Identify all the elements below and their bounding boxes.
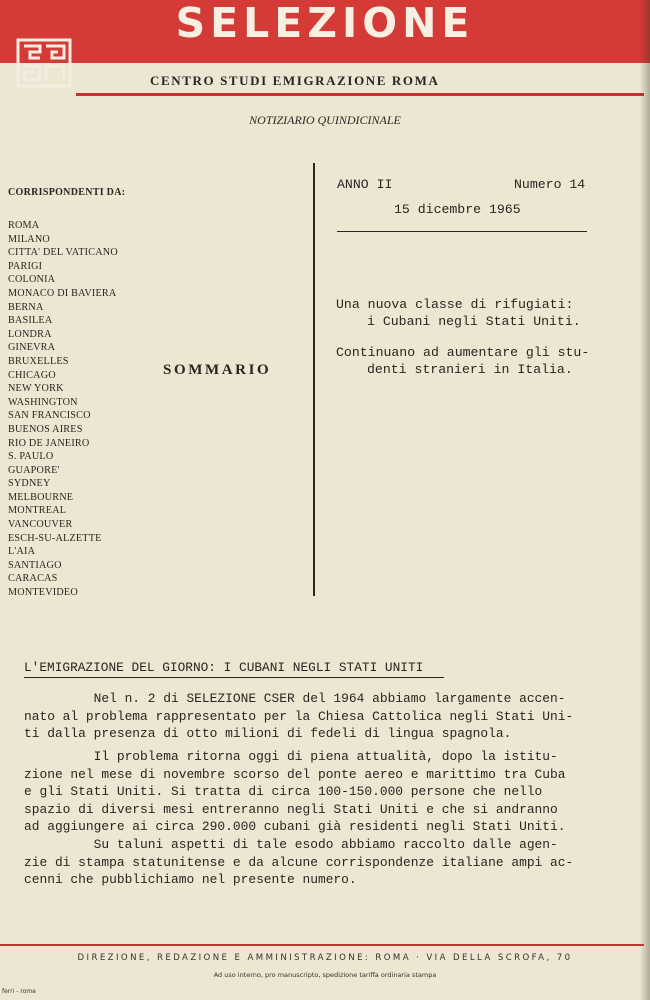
correspondent-city: BERNA — [8, 301, 44, 313]
issue-date: 15 dicembre 1965 — [394, 202, 521, 217]
printer-imprint: ferri - roma — [2, 988, 36, 995]
masthead-subtitle: CENTRO STUDI EMIGRAZIONE ROMA — [150, 73, 440, 88]
publication-year: ANNO II — [337, 177, 393, 192]
article-paragraph: Su taluni aspetti di tale esodo abbiamo raccolto dalle agen- zie di stampa statunitense e da alcune corrispondenze italiane ampi ac- cenni che pubblichiamo nel presente numero. — [24, 837, 574, 887]
summary-item-line: Una nuova classe di rifugiati: — [336, 297, 574, 312]
article-title: L'EMIGRAZIONE DEL GIORNO: I CUBANI NEGLI STATI UNITI — [24, 660, 424, 675]
summary-item-line: i Cubani negli Stati Uniti. — [367, 314, 581, 329]
correspondent-city: LONDRA — [8, 328, 52, 340]
correspondent-city: CITTA' DEL VATICANO — [8, 247, 118, 259]
correspondent-city: VANCOUVER — [8, 519, 73, 531]
correspondent-city: L'AIA — [8, 546, 36, 558]
footer-note: Ad uso interno, pro manuscripto, spedizione tariffa ordinaria stampa — [213, 971, 437, 979]
correspondent-city: MONACO DI BAVIERA — [8, 287, 117, 299]
correspondents-list — [8, 219, 118, 600]
correspondent-city: GINEVRA — [8, 342, 56, 354]
correspondent-city: CARACAS — [8, 573, 58, 585]
correspondent-city: PARIGI — [8, 260, 43, 272]
correspondent-city: MONTEVIDEO — [8, 587, 78, 599]
article-paragraph: Nel n. 2 di SELEZIONE CSER del 1964 abbiamo largamente accen- nato al problema rappresentato per la Chiesa Cattolica negli Stati Uni- ti dalla presenza di otto milioni di fedeli di lingua spagnola. — [24, 691, 574, 741]
article-paragraph: Il problema ritorna oggi di piena attualità, dopo la istitu- zione nel mese di novembre scorso del ponte aereo e marittimo tra Cuba e gli Stati Uniti. Si tratta di circa 100-150.000 persone che nello spazio di diversi mesi entreranno negli Stati Uniti e che si andranno ad aggiungere ai circa 290.000 cubani già residenti negli Stati Uniti. — [24, 749, 566, 834]
column-divider — [313, 163, 315, 596]
correspondent-city: WASHINGTON — [8, 396, 78, 408]
summary-item — [336, 296, 581, 330]
summary-item — [336, 344, 589, 378]
footer-rule — [0, 944, 644, 946]
correspondent-city: MELBOURNE — [8, 491, 74, 503]
correspondent-city: SAN FRANCISCO — [8, 410, 91, 422]
date-rule — [337, 231, 587, 232]
correspondent-city: COLONIA — [8, 274, 56, 286]
summary-heading: SOMMARIO — [163, 362, 272, 378]
correspondent-city: BRUXELLES — [8, 355, 69, 367]
correspondents-heading: CORRISPONDENTI DA: — [8, 187, 126, 198]
correspondent-city: BASILEA — [8, 315, 53, 327]
correspondent-city: RIO DE JANEIRO — [8, 437, 90, 449]
issue-number: Numero 14 — [514, 177, 586, 192]
correspondent-city: S. PAULO — [8, 451, 54, 463]
correspondent-city: SYDNEY — [8, 478, 51, 490]
correspondent-city: NEW YORK — [8, 383, 64, 395]
correspondent-city: GUAPORE' — [8, 464, 60, 476]
summary-item-line: denti stranieri in Italia. — [367, 362, 573, 377]
summary-item-line: Continuano ad aumentare gli stu- — [336, 345, 590, 360]
correspondent-city: ESCH-SU-ALZETTE — [8, 532, 102, 544]
masthead-title: SELEZIONE — [175, 0, 475, 47]
correspondent-city: BUENOS AIRES — [8, 423, 83, 435]
publication-frequency: NOTIZIARIO QUINDICINALE — [249, 113, 401, 127]
correspondent-city: MILANO — [8, 233, 50, 245]
correspondent-city: CHICAGO — [8, 369, 56, 381]
correspondent-city: ROMA — [8, 220, 40, 231]
cser-logo — [16, 38, 72, 88]
page-edge-shadow — [640, 0, 650, 1000]
footer-address: DIREZIONE, REDAZIONE E AMMINISTRAZIONE: ROMA · VIA DELLA SCROFA, 70 — [77, 953, 573, 963]
correspondent-city: SANTIAGO — [8, 559, 62, 571]
masthead-rule — [76, 93, 644, 96]
correspondent-city: MONTREAL — [8, 505, 67, 517]
article-title-rule — [24, 677, 444, 678]
